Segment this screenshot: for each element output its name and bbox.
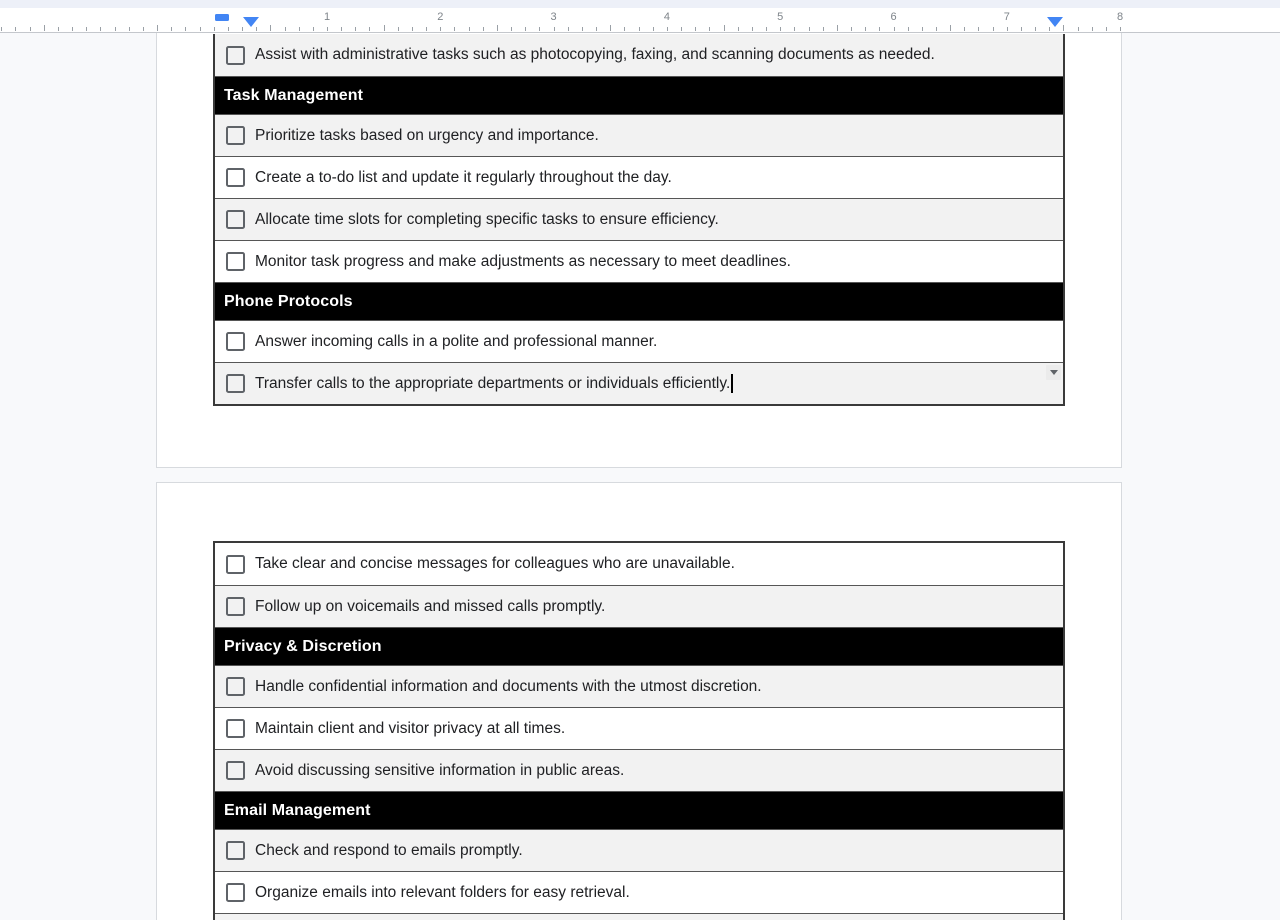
checklist-row[interactable] <box>215 362 1063 404</box>
ruler-tick <box>454 27 455 31</box>
ruler-tick <box>426 27 427 31</box>
page-2 <box>156 482 1122 920</box>
ruler-tick <box>851 27 852 31</box>
ruler-tick <box>1049 27 1050 31</box>
checklist-item-text: Avoid discussing sensitive information in public areas. <box>255 761 625 779</box>
ruler-tick <box>200 27 201 31</box>
left-indent-marker[interactable] <box>243 17 259 27</box>
ruler-tick <box>525 27 526 31</box>
ruler-tick <box>58 27 59 31</box>
ruler-tick <box>143 27 144 31</box>
section-header-text: Phone Protocols <box>224 292 353 310</box>
ruler-tick <box>766 27 767 31</box>
chevron-down-icon <box>1050 370 1058 375</box>
ruler-tick <box>993 27 994 31</box>
checklist-item-text: Answer incoming calls in a polite and professional manner. <box>255 332 658 350</box>
ruler-tick <box>1 27 2 31</box>
checkbox-icon[interactable] <box>226 374 245 393</box>
ruler-tick <box>936 27 937 31</box>
ruler-tick <box>369 27 370 31</box>
ruler-tick <box>214 27 215 31</box>
ruler-tick <box>313 27 314 31</box>
first-line-indent-marker[interactable] <box>215 14 229 21</box>
checkbox-icon[interactable] <box>226 597 245 616</box>
checklist-item-text: Transfer calls to the appropriate departments or individuals efficiently. <box>255 374 731 392</box>
checklist-row[interactable] <box>215 665 1063 707</box>
checklist-row[interactable] <box>215 114 1063 156</box>
ruler-tick <box>978 27 979 31</box>
ruler-tick <box>964 27 965 31</box>
ruler-inch-number: 4 <box>663 11 670 23</box>
ruler-tick <box>86 27 87 31</box>
ruler-tick <box>384 25 385 31</box>
ruler-tick <box>15 27 16 31</box>
checklist-item-text: Create a to-do list and update it regularly throughout the day. <box>255 168 672 186</box>
ruler-tick <box>1120 27 1121 31</box>
ruler-tick <box>72 27 73 31</box>
ruler-tick <box>695 27 696 31</box>
ruler-tick <box>879 27 880 31</box>
ruler-tick <box>299 27 300 31</box>
ruler-tick <box>270 25 271 31</box>
checkbox-icon[interactable] <box>226 46 245 65</box>
cell-menu-button[interactable] <box>1046 365 1061 380</box>
ruler-inch-number: 8 <box>1117 11 1124 23</box>
checkbox-icon[interactable] <box>226 555 245 574</box>
ruler-tick <box>894 27 895 31</box>
toolbar-bottom-strip <box>0 0 1280 8</box>
ruler-tick <box>285 27 286 31</box>
ruler-inch-number: 5 <box>777 11 784 23</box>
section-header-text: Task Management <box>224 86 364 104</box>
checkbox-icon[interactable] <box>226 168 245 187</box>
section-header-row[interactable] <box>215 627 1063 665</box>
ruler-tick <box>568 27 569 31</box>
checklist-item-text: Check and respond to emails promptly. <box>255 841 523 859</box>
ruler-tick <box>667 27 668 31</box>
ruler-tick <box>554 27 555 31</box>
ruler-inch-number: 3 <box>550 11 557 23</box>
ruler-tick <box>242 27 243 31</box>
ruler-tick <box>30 27 31 31</box>
ruler-tick <box>483 27 484 31</box>
ruler-inch-number: 2 <box>437 11 444 23</box>
ruler-tick <box>129 27 130 31</box>
checkbox-icon[interactable] <box>226 332 245 351</box>
ruler-tick <box>1021 27 1022 31</box>
ruler-tick <box>228 27 229 31</box>
ruler-tick <box>865 27 866 31</box>
ruler-tick <box>780 27 781 31</box>
checklist-row[interactable] <box>215 198 1063 240</box>
ruler-tick <box>624 27 625 31</box>
ruler-tick <box>837 25 838 31</box>
ruler-tick <box>639 27 640 31</box>
ruler-tick <box>497 25 498 31</box>
checklist-row[interactable] <box>215 320 1063 362</box>
checkbox-icon[interactable] <box>226 252 245 271</box>
checklist-row[interactable] <box>215 543 1063 585</box>
checklist-row[interactable] <box>215 707 1063 749</box>
checklist-item-text: Organize emails into relevant folders for easy retrieval. <box>255 883 630 901</box>
ruler-tick <box>185 27 186 31</box>
checkbox-icon[interactable] <box>226 761 245 780</box>
ruler-tick <box>355 27 356 31</box>
checklist-item-text: Follow up on voicemails and missed calls promptly. <box>255 597 606 615</box>
checklist-row-partial[interactable] <box>215 913 1063 920</box>
ruler-tick <box>950 25 951 31</box>
ruler-tick <box>1106 27 1107 31</box>
checklist-row[interactable] <box>215 749 1063 791</box>
checklist-item-text: Allocate time slots for completing specific tasks to ensure efficiency. <box>255 210 719 228</box>
ruler-tick <box>908 27 909 31</box>
text-cursor <box>731 374 733 393</box>
ruler-tick <box>44 25 45 31</box>
checklist-table-page-1 <box>213 34 1065 406</box>
ruler-tick <box>582 27 583 31</box>
ruler-tick <box>469 27 470 31</box>
checklist-row[interactable] <box>215 871 1063 913</box>
checkbox-icon[interactable] <box>226 883 245 902</box>
ruler-tick <box>157 25 158 31</box>
checkbox-icon[interactable] <box>226 210 245 229</box>
checkbox-icon[interactable] <box>226 126 245 145</box>
ruler-tick <box>823 27 824 31</box>
checklist-item-text: Handle confidential information and documents with the utmost discretion. <box>255 677 762 695</box>
ruler-tick <box>1092 27 1093 31</box>
checklist-item-text: Prioritize tasks based on urgency and importance. <box>255 126 599 144</box>
ruler-tick <box>1035 27 1036 31</box>
ruler-tick <box>171 27 172 31</box>
ruler-tick <box>724 25 725 31</box>
checklist-row[interactable] <box>215 829 1063 871</box>
ruler-tick <box>738 27 739 31</box>
ruler-tick <box>709 27 710 31</box>
ruler-tick <box>412 27 413 31</box>
checklist-item-text: Assist with administrative tasks such as photocopying, faxing, and scanning documents as needed. <box>255 46 935 63</box>
ruler-tick <box>1063 25 1064 31</box>
checklist-row[interactable] <box>215 156 1063 198</box>
ruler-tick <box>922 27 923 31</box>
checkbox-icon[interactable] <box>226 677 245 696</box>
ruler-tick <box>1007 27 1008 31</box>
section-header-row[interactable] <box>215 791 1063 829</box>
ruler-inch-number: 1 <box>323 11 331 23</box>
ruler-tick <box>511 27 512 31</box>
checklist-item-text: Monitor task progress and make adjustments as necessary to meet deadlines. <box>255 252 791 270</box>
checkbox-icon[interactable] <box>226 719 245 738</box>
ruler-tick <box>115 27 116 31</box>
section-header-row[interactable] <box>215 282 1063 320</box>
ruler-tick <box>794 27 795 31</box>
ruler-tick <box>653 27 654 31</box>
ruler-tick <box>596 27 597 31</box>
page-1 <box>156 32 1122 468</box>
ruler-tick <box>398 27 399 31</box>
ruler-tick <box>256 27 257 31</box>
section-header-text: Privacy & Discretion <box>224 637 382 655</box>
right-indent-marker[interactable] <box>1047 17 1063 27</box>
document-ruler[interactable] <box>0 8 1280 33</box>
ruler-tick <box>100 27 101 31</box>
checklist-item-text: Maintain client and visitor privacy at all times. <box>255 719 566 737</box>
checkbox-icon[interactable] <box>226 841 245 860</box>
ruler-tick <box>809 27 810 31</box>
ruler-tick <box>752 27 753 31</box>
ruler-tick <box>610 25 611 31</box>
ruler-tick <box>681 27 682 31</box>
section-header-text: Email Management <box>224 801 371 819</box>
ruler-tick <box>539 27 540 31</box>
checklist-row[interactable] <box>215 34 1063 76</box>
checklist-table-page-2 <box>213 541 1065 920</box>
ruler-tick <box>440 27 441 31</box>
ruler-tick <box>1078 27 1079 31</box>
checklist-item-text: Take clear and concise messages for colleagues who are unavailable. <box>255 555 735 572</box>
ruler-tick <box>341 27 342 31</box>
checklist-row[interactable] <box>215 585 1063 627</box>
ruler-inch-number: 7 <box>1003 11 1010 23</box>
checklist-row[interactable] <box>215 240 1063 282</box>
ruler-inch-number: 6 <box>890 11 897 23</box>
section-header-row[interactable] <box>215 76 1063 114</box>
ruler-tick <box>327 27 328 31</box>
